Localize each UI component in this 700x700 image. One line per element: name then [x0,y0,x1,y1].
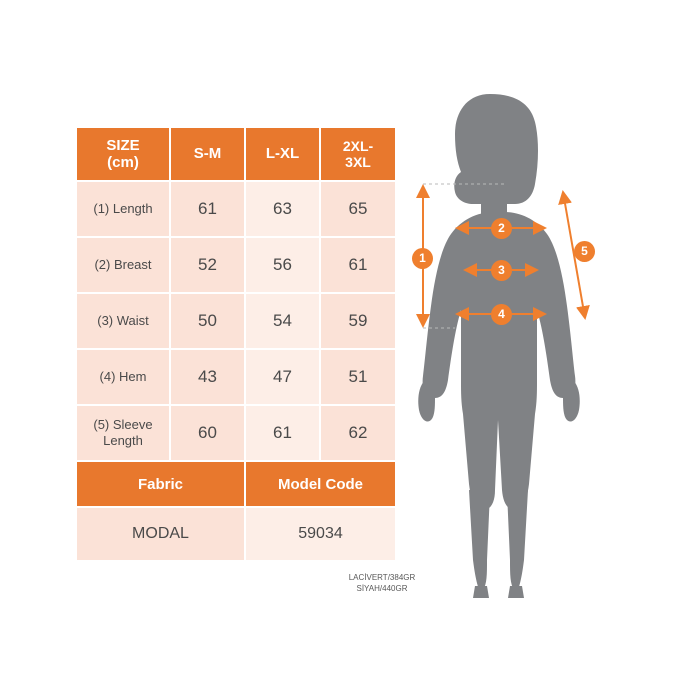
cell-hem-lxl: 47 [245,349,320,405]
table-header-row [76,127,396,181]
row-label-hem: (4) Hem [76,349,170,405]
column-header-2xl3xl: 2XL- 3XL [320,127,396,181]
footer-header-fabric: Fabric [76,461,245,507]
table-row [76,349,396,405]
cell-hem-sm: 43 [170,349,245,405]
footer-header-model-code: Model Code [245,461,396,507]
cell-hem-2xl3xl: 51 [320,349,396,405]
table-row [76,237,396,293]
table-row [76,293,396,349]
cell-length-lxl: 63 [245,181,320,237]
table-row [76,405,396,461]
cell-sleeve-2xl3xl: 62 [320,405,396,461]
column-header-size-line2: (cm) [107,154,139,171]
cell-waist-lxl: 54 [245,293,320,349]
column-header-sm: S-M [170,127,245,181]
female-body-silhouette [418,94,580,598]
footer-value-model-code: 59034 [245,507,396,561]
column-header-size [76,127,170,181]
cell-breast-sm: 52 [170,237,245,293]
footer-value-fabric: MODAL [76,507,245,561]
size-table [75,126,397,562]
cell-waist-sm: 50 [170,293,245,349]
table-footer-value-row [76,507,396,561]
cell-breast-2xl3xl: 61 [320,237,396,293]
row-label-length: (1) Length [76,181,170,237]
column-header-lxl: L-XL [245,127,320,181]
marker-5-sleeve-length: 5 [574,241,595,262]
row-label-breast: (2) Breast [76,237,170,293]
marker-2-breast: 2 [491,218,512,239]
column-header-size-line1: SIZE [106,136,140,154]
marker-4-hem: 4 [491,304,512,325]
cell-waist-2xl3xl: 59 [320,293,396,349]
row-label-sleeve-length: (5) Sleeve Length [76,405,170,461]
fabric-weight-note-line1: LACİVERT/384GR [348,573,416,582]
cell-breast-lxl: 56 [245,237,320,293]
cell-sleeve-lxl: 61 [245,405,320,461]
marker-3-waist: 3 [491,260,512,281]
marker-1-length: 1 [412,248,433,269]
cell-length-2xl3xl: 65 [320,181,396,237]
row-label-waist: (3) Waist [76,293,170,349]
table-row [76,181,396,237]
cell-length-sm: 61 [170,181,245,237]
fabric-weight-note-line2: SİYAH/440GR [356,583,408,593]
table-footer-header-row [76,461,396,507]
cell-sleeve-sm: 60 [170,405,245,461]
measurement-figure [395,80,695,640]
